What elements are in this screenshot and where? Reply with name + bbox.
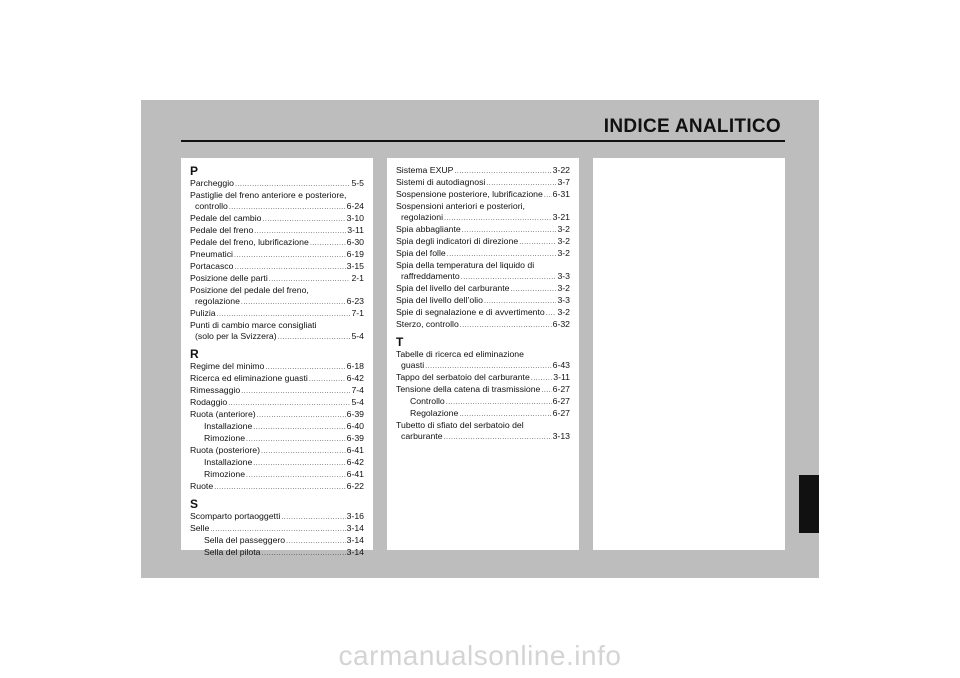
page-ref: 3-3 <box>557 271 570 281</box>
page-ref: 6-24 <box>346 201 364 211</box>
index-entry: Rodaggio ..... 5-4 <box>190 397 364 409</box>
index-entry: Ruote ..... 6-22 <box>190 481 364 493</box>
index-entry: Spie di segnalazione e di avvertimento ..... 3-2 <box>396 307 570 319</box>
index-entry: Sterzo, controllo ..... 6-32 <box>396 319 570 331</box>
index-entry: raffreddamento ..... 3-3 <box>396 271 570 283</box>
page-ref: 3-2 <box>557 248 570 258</box>
index-entry: Sistema EXUP ..... 3-22 <box>396 165 570 177</box>
page-ref: 3-2 <box>557 224 570 234</box>
index-entry: controllo ..... 6-24 <box>190 201 364 213</box>
index-subentry: Installazione ..... 6-42 <box>190 457 364 469</box>
index-entry: Pedale del cambio ..... 3-10 <box>190 213 364 225</box>
page-ref: 3-3 <box>557 295 570 305</box>
index-subentry: Regolazione ..... 6-27 <box>396 408 570 420</box>
index-entry: Ruota (posteriore) ..... 6-41 <box>190 445 364 457</box>
index-entry: Scomparto portaoggetti ..... 3-16 <box>190 511 364 523</box>
index-entry: Regime del minimo ..... 6-18 <box>190 361 364 373</box>
page-ref: 7-4 <box>351 385 364 395</box>
index-entry: Tappo del serbatoio del carburante ..... 3-11 <box>396 372 570 384</box>
page-ref: 3-11 <box>347 225 364 235</box>
index-entry: Ricerca ed eliminazione guasti ..... 6-42 <box>190 373 364 385</box>
index-entry: Pedale del freno ..... 3-11 <box>190 225 364 237</box>
index-entry-head: Punti di cambio marce consigliati <box>190 320 317 330</box>
page-ref: 5-5 <box>351 178 364 188</box>
page-title: INDICE ANALITICO <box>603 116 781 137</box>
page-sheet <box>141 100 819 578</box>
page-ref: 6-22 <box>346 481 364 491</box>
page-ref: 3-7 <box>557 177 570 187</box>
page-ref: 6-41 <box>346 469 364 479</box>
index-entry: Spia del livello del carburante ..... 3-2 <box>396 283 570 295</box>
page-ref: 3-2 <box>557 236 570 246</box>
page-ref: 2-1 <box>351 273 364 283</box>
page-ref: 6-18 <box>346 361 364 371</box>
index-entry: regolazione ..... 6-23 <box>190 296 364 308</box>
index-subentry: Controllo ..... 6-27 <box>396 396 570 408</box>
page-ref: 3-14 <box>346 535 364 545</box>
page-ref: 3-21 <box>552 212 570 222</box>
index-subentry: Sella del passeggero ..... 3-14 <box>190 535 364 547</box>
page-ref: 6-23 <box>346 296 364 306</box>
index-entry: regolazioni ..... 3-21 <box>396 212 570 224</box>
index-entry: Rimessaggio ..... 7-4 <box>190 385 364 397</box>
index-entry: Parcheggio ..... 5-5 <box>190 178 364 190</box>
page-ref: 3-13 <box>552 431 570 441</box>
index-entry: Spia del livello dell’olio ..... 3-3 <box>396 295 570 307</box>
page-ref: 6-30 <box>346 237 364 247</box>
page-ref: 6-32 <box>552 319 570 329</box>
section-letter-s: S <box>190 497 199 511</box>
index-entry: Ruota (anteriore) ..... 6-39 <box>190 409 364 421</box>
page-ref: 6-41 <box>346 445 364 455</box>
page-ref: 3-14 <box>346 523 364 533</box>
section-letter-r: R <box>190 347 199 361</box>
section-tab-marker <box>799 475 819 533</box>
index-entry: Sistemi di autodiagnosi ..... 3-7 <box>396 177 570 189</box>
index-entry-head: Spia della temperatura del liquido di <box>396 260 535 270</box>
index-entry: Spia degli indicatori di direzione ..... 3-2 <box>396 236 570 248</box>
section-letter-t: T <box>396 335 404 349</box>
page-ref: 6-27 <box>552 384 570 394</box>
index-entry-head: Tubetto di sfiato del serbatoio del <box>396 420 524 430</box>
index-entry: Tensione della catena di trasmissione ..... 6-27 <box>396 384 570 396</box>
index-entry: Sospensione posteriore, lubrificazione ..... 6-31 <box>396 189 570 201</box>
page-ref: 6-42 <box>346 373 364 383</box>
index-entry: Selle ..... 3-14 <box>190 523 364 535</box>
page-ref: 6-19 <box>346 249 364 259</box>
page-ref: 6-42 <box>346 457 364 467</box>
index-column-1 <box>181 158 373 557</box>
page-ref: 6-43 <box>552 360 570 370</box>
page-ref: 6-39 <box>346 433 364 443</box>
index-entry: (solo per la Svizzera) ..... 5-4 <box>190 331 364 343</box>
page-ref: 3-14 <box>346 547 364 557</box>
page-ref: 3-2 <box>557 307 570 317</box>
index-entry-head: Sospensioni anteriori e posteriori, <box>396 201 525 211</box>
index-entry: Posizione delle parti ..... 2-1 <box>190 273 364 285</box>
index-column-2 <box>387 158 579 550</box>
watermark-text: carmanualsonline.info <box>338 640 622 671</box>
index-subentry: Rimozione ..... 6-41 <box>190 469 364 481</box>
index-entry: Pulizia ..... 7-1 <box>190 308 364 320</box>
index-entry: Pedale del freno, lubrificazione ..... 6-30 <box>190 237 364 249</box>
page-ref: 3-2 <box>557 283 570 293</box>
index-entry: Spia del folle ..... 3-2 <box>396 248 570 260</box>
page-ref: 5-4 <box>351 397 364 407</box>
page-ref: 5-4 <box>351 331 364 341</box>
index-entry-head: Tabelle di ricerca ed eliminazione <box>396 349 524 359</box>
index-column-3-empty <box>593 158 785 550</box>
page-ref: 3-22 <box>552 165 570 175</box>
page-ref: 6-40 <box>346 421 364 431</box>
section-letter-p: P <box>190 164 199 178</box>
page-ref: 7-1 <box>351 308 364 318</box>
page-ref: 3-15 <box>346 261 364 271</box>
index-entry: Spia abbagliante ..... 3-2 <box>396 224 570 236</box>
index-subentry: Rimozione ..... 6-39 <box>190 433 364 445</box>
page-ref: 3-11 <box>553 372 570 382</box>
page-ref: 6-39 <box>346 409 364 419</box>
index-subentry: Installazione ..... 6-40 <box>190 421 364 433</box>
page-ref: 6-31 <box>552 189 570 199</box>
index-entry-head: Pastiglie del freno anteriore e posteriore, <box>190 190 347 200</box>
page-ref: 3-10 <box>346 213 364 223</box>
title-rule <box>181 140 785 142</box>
page-ref: 3-16 <box>346 511 364 521</box>
index-entry: carburante ..... 3-13 <box>396 431 570 443</box>
index-entry: Portacasco ..... 3-15 <box>190 261 364 273</box>
index-subentry: Sella del pilota ..... 3-14 <box>190 547 364 559</box>
index-entry-head: Posizione del pedale del freno, <box>190 285 309 295</box>
page-ref: 6-27 <box>552 396 570 406</box>
index-entry: Pneumatici ..... 6-19 <box>190 249 364 261</box>
page-ref: 6-27 <box>552 408 570 418</box>
index-entry: guasti ..... 6-43 <box>396 360 570 372</box>
